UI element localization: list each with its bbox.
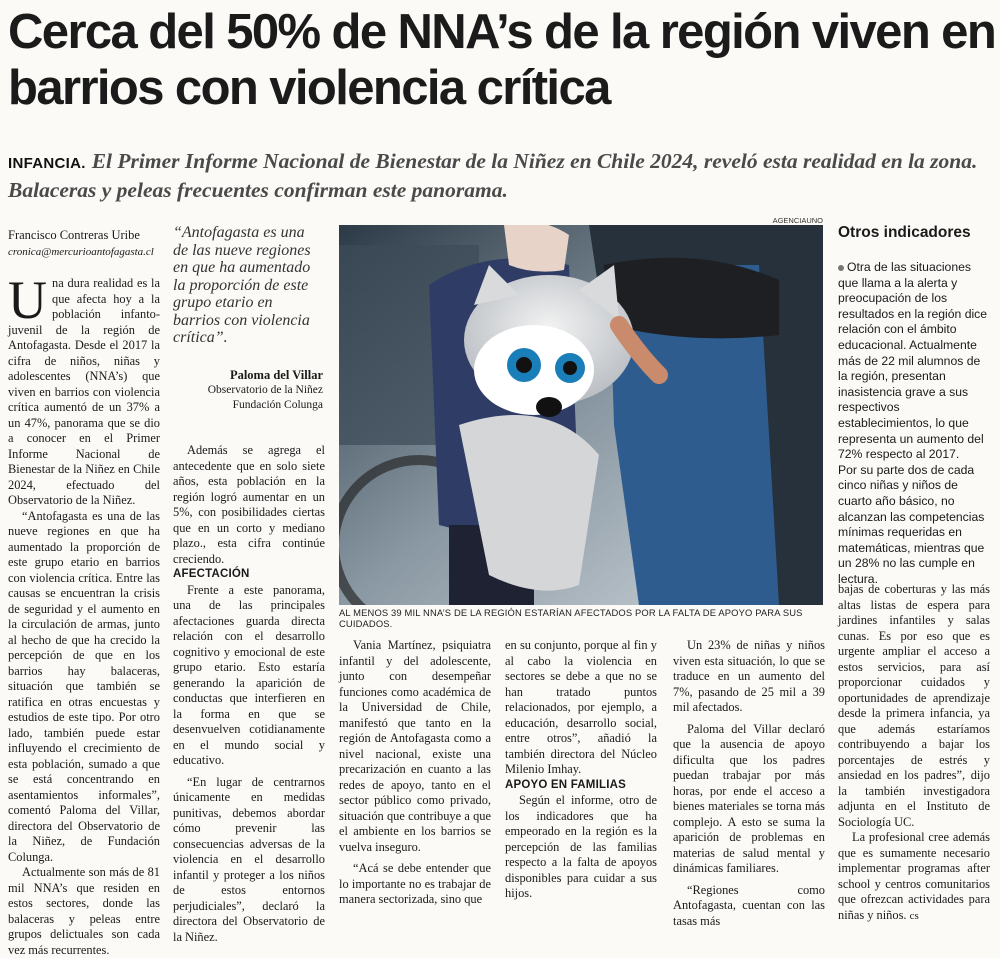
pull-quote-author: Paloma del Villar [229,368,323,382]
sidebar-paragraph: Por su parte dos de cada cinco niñas y niños de cuarto año básico, no alcanzan las competencias mínimas requeridas en matemáticas, mientras que un 28% no las cumple en lectura. [838,462,985,586]
paragraph: “Regiones como Antofagasta, cuentan con las tasas más [673,882,825,928]
bullet-icon [838,265,844,271]
paragraph: Vania Martínez, psiquiatra infantil y del adolescente, junto con desempeñar funciones como académica de la Universidad de Chile, manifestó que tanto en la región de Antofagasta como a nivel nacional, existe una precarización en cuanto a las redes de apoyo, tanto en el sector público como privado, situación que contribuye a que el ambiente en los barrios se vuelva inseguro. [339,638,491,854]
paragraph: Según el informe, otro de los indicadores que ha empeorado en la región es la percepción de las familias respecto a la falta de apoyos disponibles para cuidar a sus hijos. [505,793,657,900]
section-kicker: INFANCIA. [8,155,86,172]
paragraph: Paloma del Villar declaró que la ausencia de apoyo dificulta que los padres puedan trabajar por más horas, por ende el acceso a bienes materiales se torna más complejo. A esto se suma la aparición de problemas en materias de salud mental y dinámicas familiares. [673,721,825,875]
author-email[interactable]: cronica@mercurioantofagasta.cl [8,246,154,258]
sidebar-title: Otros indicadores [838,224,971,241]
article-column-2 [173,443,325,945]
sidebar-box [838,224,988,587]
subheading: AFECTACIÓN [173,568,250,580]
paragraph: “Antofagasta es una de las nueve regiones en que ha aumentado la proporción de este grupo etario en barrios con violencia crítica. Entre las causas se encuentran la crisis de seguridad y el aumento en la circulación de armas, junto al hecho de que ha crecido la percepción de que en los barrios hay balaceras, situación que también se ratifica en otras encuestas y estudios de este tipo. Por otro lado, también puede estar influyendo el crecimiento de esta población, sumado a que se está concentrando en asentamientos informales”, comentó Paloma del Villar, directora del Observatorio de la Niñez, de Fundación Colunga. [8,508,160,864]
paragraph: Una dura realidad es la que afecta hoy a la población infanto-juvenil de la región de Antofagasta. Desde el 2017 la cifra de niños, niñas y adolescentes (NNA’s) que viven en barrios con violencia crítica aumentó de un 37% a un 47%, panorama que se dio a conocer en el Primer Informe Nacional de Bienestar de la Niñez en Chile 2024, efectuado del Observatorio de la Niñez. [8,270,160,507]
paragraph: Actualmente son más de 81 mil NNA’s que residen en estos sectores, donde las balaceras y peleas entre grupos delictuales son cada vez más recurrentes. [8,865,160,957]
headline: Cerca del 50% de NNA’s de la región viven en barrios con violencia crítica [8,5,996,115]
photo-caption: AL MENOS 39 MIL NNA’S DE LA REGIÓN ESTARÍAN AFECTADOS POR LA FALTA DE APOYO PARA SUS CUIDADOS. [339,607,803,629]
article-column-5 [673,638,825,929]
photo-illustration [339,225,823,605]
article-column-6 [838,582,990,924]
deck [8,148,993,203]
paragraph: bajas de coberturas y las más altas listas de espera para jardines infantiles y salas cunas. Es por eso que es urgente ampliar el acceso a estos servicios, para así proporcionar cuidados y oportunidades de aprendizaje desde la primera infancia, ya que además estaríamos contribuyendo a bajar los porcentajes de estrés y ansiedad en los padres”, dijo la también investigadora adjunta en el Instituto de Sociología UC. [838,582,990,829]
article-column-3 [339,638,491,908]
drop-cap: U [8,270,47,330]
paragraph: en su conjunto, porque al fin y al cabo la violencia en sectores se debe a que no se han tratado puntos relacionados, por ejemplo, a educación, desarrollo social, entre otros”, añadió la también directora del Núcleo Milenio Imhay. [505,638,657,776]
paragraph: La profesional cree además que es sumamente necesario implementar programas after school y centros comunitarios que ofrezcan actividades para niñas y niños. cs [838,830,990,922]
paragraph: Frente a este panorama, una de las principales afectaciones guarda directa relación con el desarrollo cognitivo y emocional de este grupo etario. Esto estaría generando la aparición de conductas que interfieren en la forma en que se desenvuelven cotidianamente en el mundo social y educativo. [173,582,325,767]
pull-quote-role-line: Fundación Colunga [232,399,323,411]
pull-quote: “Antofagasta es una de las nueve regiones en que ha aumentado la proporción de este grupo etario en barrios con violencia crítica”. [173,224,311,346]
subheading: APOYO EN FAMILIAS [505,778,626,791]
author-name: Francisco Contreras Uribe [8,228,140,242]
article-column-4 [505,638,657,902]
article-photo [339,225,823,605]
deck-text: El Primer Informe Nacional de Bienestar de la Niñez en Chile 2024, reveló esta realidad en la zona. Balaceras y peleas frecuentes confirman este panorama. [8,149,978,202]
sidebar-paragraph: Otra de las situaciones que llama a la alerta y preocupación de los resultados en la región dice relación con el ámbito educacional. Actualmente más de 22 mil alumnos de la región, presentan inasistencia grave a sus respectivos establecimientos, lo que representa un aumento del 72% respecto al 2017. [838,260,988,462]
pull-quote-role [173,383,323,413]
end-mark: cs [909,909,919,922]
article-column-1 [8,270,160,958]
paragraph: “En lugar de centrarnos únicamente en medidas punitivas, debemos abordar cómo prevenir las consecuencias adversas de la violencia en el desarrollo infantil y proteger a los niños de estos entornos perjudiciales”, declaró la directora del Observatorio de la Niñez. [173,774,325,944]
photo-credit: AGENCIAUNO [772,216,823,225]
pull-quote-role-line: Observatorio de la Niñez [207,384,323,396]
byline [8,228,168,258]
paragraph: Además se agrega el antecedente que en solo siete años, esta población en la región logró aumentar en un 5%, con posibilidades ciertas que en un corto y mediano plazo., esta cifra continúe creciendo. [173,443,325,566]
paragraph: Un 23% de niñas y niños viven esta situación, lo que se traduce en un aumento del 7%, pasando de 25 mil a 39 mil afectados. [673,638,825,714]
paragraph: “Acá se debe entender que lo importante no es trabajar de manera sectorizada, sino que [339,861,491,906]
